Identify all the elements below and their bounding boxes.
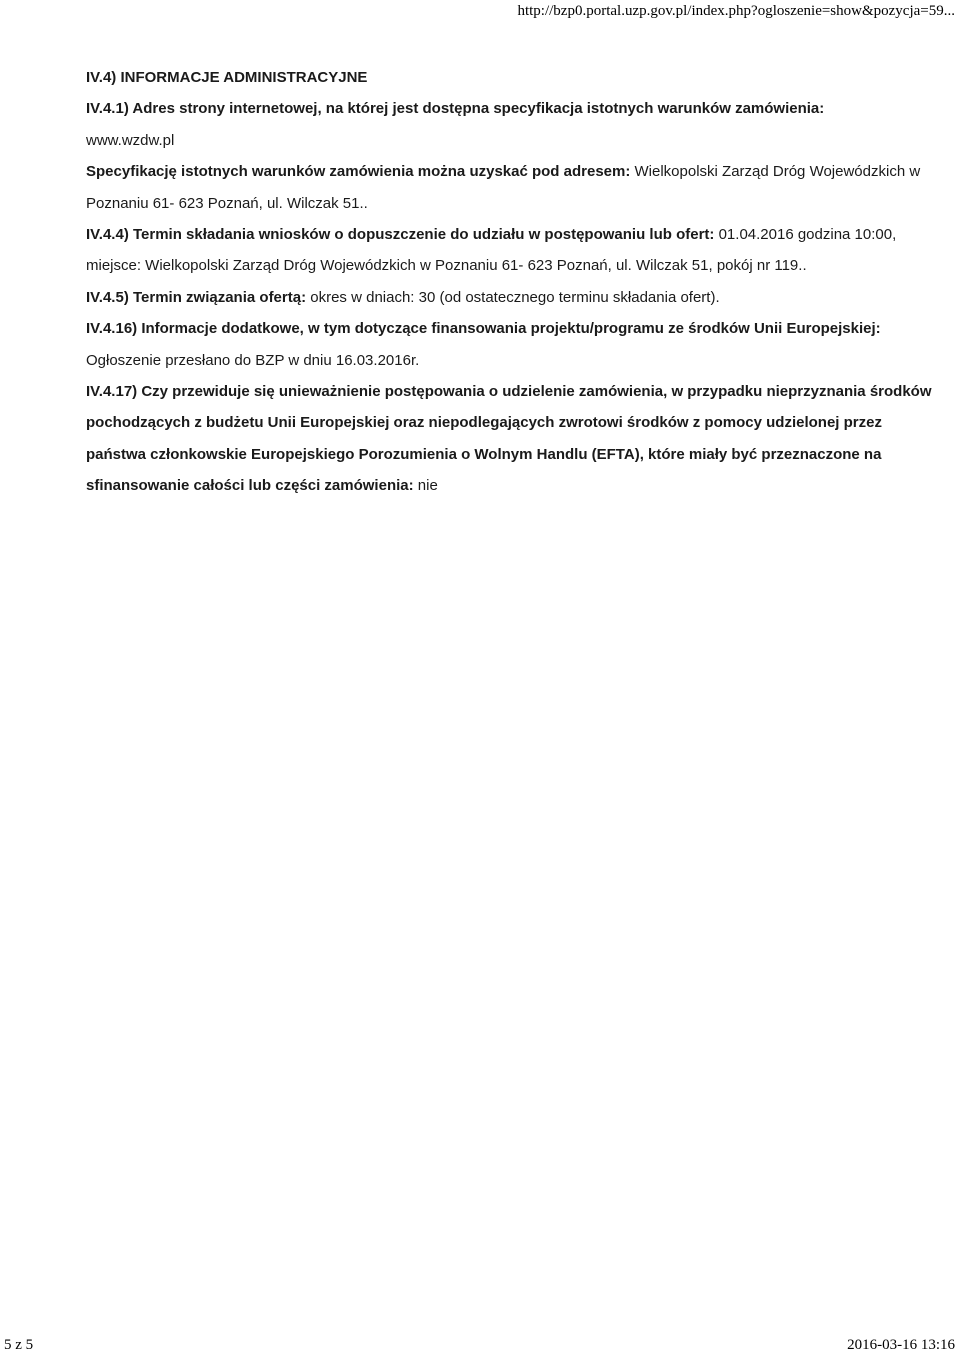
field-iv-4-1-value: www.wzdw.pl bbox=[86, 131, 175, 149]
field-iv-4-17 bbox=[86, 376, 946, 502]
field-iv-4-5 bbox=[86, 282, 946, 313]
field-iv-4-16-label: IV.4.16) Informacje dodatkowe, w tym dotyczące finansowania projektu/programu ze środków Unii Europejskiej: bbox=[86, 320, 881, 338]
field-iv-4-16 bbox=[86, 313, 946, 376]
print-footer-page-number: 5 z 5 bbox=[4, 1337, 34, 1353]
section-heading: IV.4) INFORMACJE ADMINISTRACYJNE bbox=[86, 69, 368, 86]
field-iv-4-1-value-line bbox=[86, 125, 946, 156]
field-iv-4-17-label: IV.4.17) Czy przewiduje się unieważnienie postępowania o udzielenie zamówienia, w przypadku nieprzyznania środków pochodzących z budżetu Unii Europejskiej oraz niepodlegających zwrotowi środków z pomocy udzielonej przez państwa członkowskie Europejskiego Porozumienia o Wolnym Handlu (EFTA), które miały być przeznaczone na sfinansowanie całości lub części zamówienia: bbox=[86, 383, 932, 495]
field-iv-4-5-value: okres w dniach: 30 (od ostatecznego terminu składania ofert). bbox=[310, 288, 720, 306]
field-iv-4-1-label: IV.4.1) Adres strony internetowej, na której jest dostępna specyfikacja istotnych warunków zamówienia: bbox=[86, 100, 825, 118]
field-specification-address-label: Specyfikację istotnych warunków zamówienia można uzyskać pod adresem: bbox=[86, 163, 631, 181]
field-specification-address bbox=[86, 156, 946, 219]
print-header-url: http://bzp0.portal.uzp.gov.pl/index.php?ogloszenie=show&pozycja=59... bbox=[517, 3, 955, 19]
field-specification-address-value: Wielkopolski Zarząd Dróg Wojewódzkich w Poznaniu 61- 623 Poznań, ul. Wilczak 51.. bbox=[86, 163, 921, 212]
print-footer-datetime: 2016-03-16 13:16 bbox=[847, 1337, 955, 1353]
field-iv-4-5-label: IV.4.5) Termin związania ofertą: bbox=[86, 288, 307, 306]
document-content bbox=[86, 62, 946, 502]
field-iv-4-17-value: nie bbox=[417, 477, 438, 495]
field-iv-4-4 bbox=[86, 219, 946, 282]
field-iv-4-4-label: IV.4.4) Termin składania wniosków o dopuszczenie do udziału w postępowaniu lub ofert: bbox=[86, 226, 715, 244]
field-iv-4-4-value: 01.04.2016 godzina 10:00, miejsce: Wielkopolski Zarząd Dróg Wojewódzkich w Poznaniu 61- 623 Poznań, ul. Wilczak 51, pokój nr 119.. bbox=[86, 226, 897, 275]
field-iv-4-1 bbox=[86, 93, 946, 124]
field-iv-4-16-value: Ogłoszenie przesłano do BZP w dniu 16.03.2016r. bbox=[86, 351, 420, 369]
